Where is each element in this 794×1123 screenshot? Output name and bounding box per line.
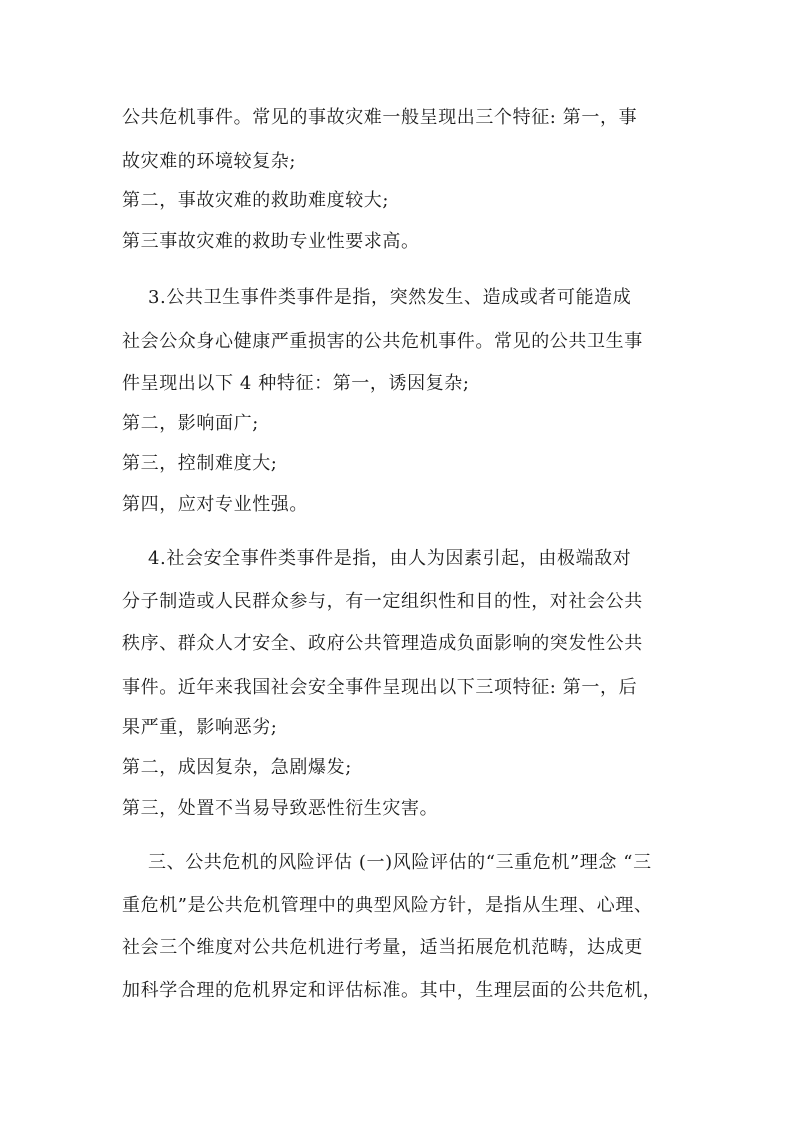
- text-line: 故灾难的环境较复杂;: [122, 151, 297, 172]
- text-line: 事件。近年来我国社会安全事件呈现出以下三项特征: 第一，后: [122, 677, 638, 698]
- paragraph-first-line: 三、公共危机的风险评估 (一)风险评估的“三重危机”理念 “三: [148, 852, 652, 873]
- text-line: 公共危机事件。常见的事故灾难一般呈现出三个特征: 第一，事: [122, 107, 638, 128]
- text-line: 社会三个维度对公共危机进行考量，适当拓展危机范畴，达成更: [122, 937, 643, 958]
- text-line: 第二，影响面广;: [122, 413, 259, 434]
- text-line: 第三，控制难度大;: [122, 453, 278, 474]
- paragraph-first-line: 4.社会安全事件类事件是指，由人为因素引起，由极端敌对: [148, 548, 632, 569]
- text-line: 重危机”是公共危机管理中的典型风险方针，是指从生理、心理、: [122, 895, 653, 916]
- text-line: 第二，事故灾难的救助难度较大;: [122, 190, 390, 211]
- text-line: 加科学合理的危机界定和评估标准。其中，生理层面的公共危机，: [122, 980, 662, 1001]
- text-line: 第四，应对专业性强。: [122, 494, 308, 515]
- text-line: 件呈现出以下 4 种特征：第一，诱因复杂;: [122, 373, 470, 394]
- text-line: 分子制造或人民群众参与，有一定组织性和目的性，对社会公共: [122, 591, 643, 612]
- text-line: 秩序、群众人才安全、政府公共管理造成负面影响的突发性公共: [122, 633, 643, 654]
- text-line: 社会公众身心健康严重损害的公共危机事件。常见的公共卫生事: [122, 331, 643, 352]
- text-line: 第三事故灾难的救助专业性要求高。: [122, 231, 420, 252]
- text-line: 第三，处置不当易导致恶性衍生灾害。: [122, 798, 439, 819]
- text-line: 第二，成因复杂，急剧爆发;: [122, 757, 352, 778]
- text-line: 果严重，影响恶劣;: [122, 717, 278, 738]
- paragraph-first-line: 3.公共卫生事件类事件是指，突然发生、造成或者可能造成: [148, 287, 632, 308]
